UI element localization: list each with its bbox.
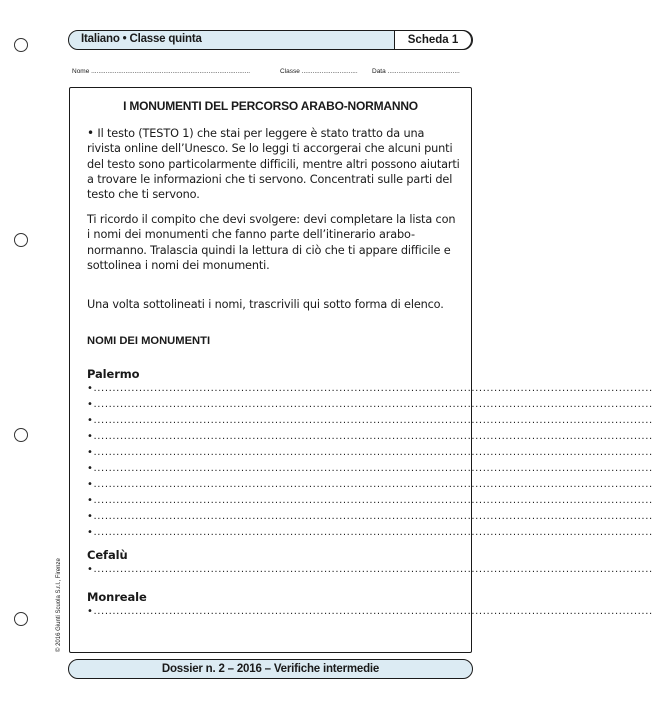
answer-line[interactable]: •.................................................................................................................................................... (87, 431, 653, 442)
binder-hole (14, 428, 28, 442)
task-paragraph: Ti ricordo il compito che devi svolgere: devi completare la lista con i nomi dei monumenti che fanno parte dell’itinerario arabo-normanno. Tralascia quindi la lettura di ciò che ti appare difficile e sottolinea i nomi dei monumenti. (87, 213, 456, 272)
worksheet-title: I MONUMENTI DEL PERCORSO ARABO-NORMANNO (123, 99, 418, 113)
city-label-cefalu: Cefalù (87, 548, 128, 562)
binder-hole (14, 612, 28, 626)
binder-hole (14, 38, 28, 52)
answer-line[interactable]: •.................................................................................................................................................... (87, 463, 653, 474)
student-info-row (72, 68, 472, 80)
intro-paragraph (87, 126, 461, 202)
answer-line[interactable]: •.................................................................................................................................................... (87, 606, 653, 617)
instruction-paragraph: Una volta sottolineati i nomi, trascrivili qui sotto forma di elenco. (87, 298, 444, 311)
page-header (68, 30, 473, 50)
sheet-label: Scheda 1 (394, 30, 472, 50)
section-title: NOMI DEI MONUMENTI (87, 335, 211, 347)
answer-line[interactable]: •.................................................................................................................................................... (87, 527, 653, 538)
city-label-palermo: Palermo (87, 367, 140, 381)
answer-line[interactable]: •.................................................................................................................................................... (87, 511, 653, 522)
city-label-monreale: Monreale (87, 590, 147, 604)
intro-text: Il testo (TESTO 1) che stai per leggere è stato tratto da una rivista online dell’Unesco. Se lo leggi ti accorgerai che alcuni punti del testo sono particolarmente difficili, mentre altri possono aiutarti a trovare le informazioni che ti servono. Concentrati sulle parti del testo che ti servono. (87, 127, 460, 202)
answer-line[interactable]: •.................................................................................................................................................... (87, 495, 653, 506)
answer-line[interactable]: •.................................................................................................................................................... (87, 415, 653, 426)
class-field[interactable]: Classe ............................... (280, 68, 358, 75)
answer-line[interactable]: •.................................................................................................................................................... (87, 479, 653, 490)
subject-label: Italiano • Classe quinta (81, 33, 202, 45)
binder-hole (14, 233, 28, 247)
answer-line[interactable]: •.................................................................................................................................................... (87, 447, 653, 458)
worksheet-box (69, 87, 653, 653)
date-field[interactable]: Data ........................................ (372, 68, 460, 75)
bullet: • (87, 126, 94, 140)
copyright-notice: © 2016 Giunti Scuola S.r.l., Firenze (56, 558, 62, 652)
name-field[interactable]: Nome ........................................................................................ (72, 68, 251, 75)
page-footer: Dossier n. 2 – 2016 – Verifiche intermedie (68, 659, 473, 679)
answer-line[interactable]: •.................................................................................................................................................... (87, 564, 653, 575)
answer-line[interactable]: •.................................................................................................................................................... (87, 399, 653, 410)
answer-line[interactable]: •.................................................................................................................................................... (87, 383, 653, 394)
